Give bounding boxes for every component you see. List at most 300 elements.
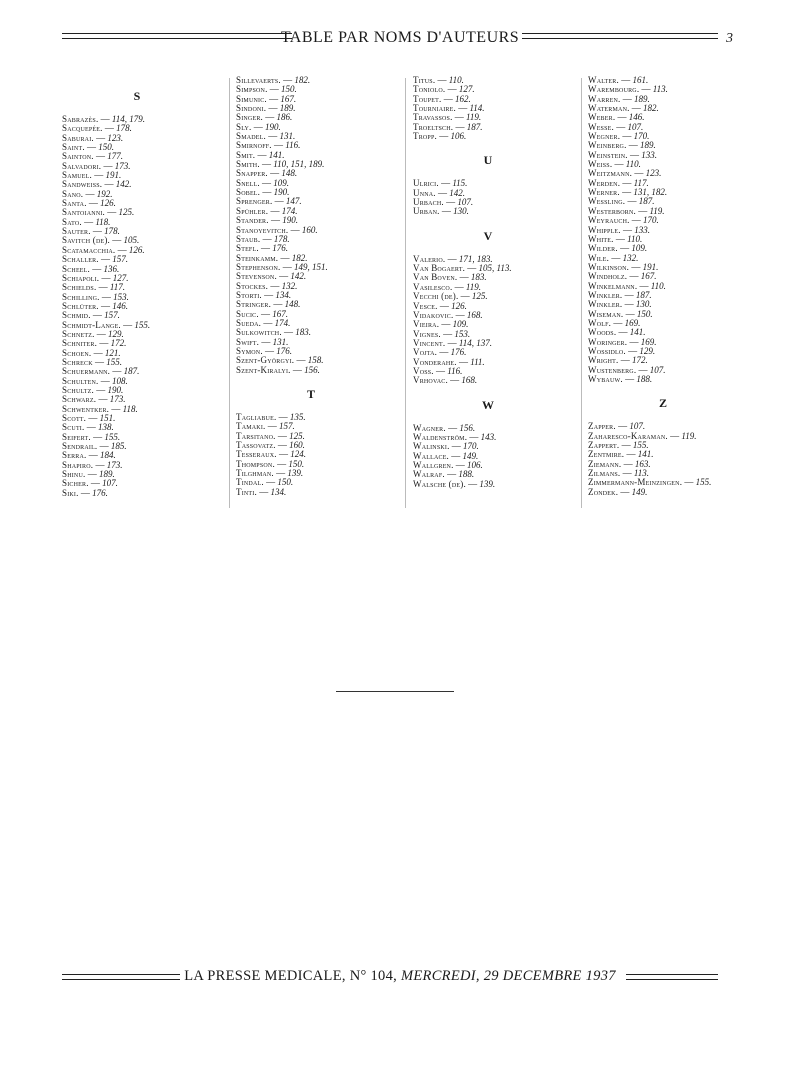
page-references: 170.: [463, 441, 479, 452]
footer: [0, 968, 800, 985]
author-name: Stockes.: [236, 280, 269, 291]
page-references: 168.: [461, 375, 478, 386]
author-name: Wybauw.: [588, 374, 623, 384]
entry-dash: —: [632, 168, 646, 179]
author-name: Schiapoli.: [62, 272, 100, 283]
index-column-1: [62, 76, 212, 498]
page-references: 147.: [285, 196, 302, 207]
entry-dash: —: [259, 159, 274, 170]
footer-journal: LA PRESSE MEDICALE, N° 104,: [184, 968, 398, 984]
author-name: Snapper.: [236, 168, 268, 179]
author-name: Schreck: [62, 356, 93, 367]
entry-dash: —: [98, 254, 113, 265]
author-name: Simpson.: [236, 84, 268, 95]
section-letter: Z: [658, 396, 667, 411]
entry-dash: —: [613, 121, 628, 132]
index-column-2: [236, 76, 386, 497]
entry-dash: —: [445, 422, 460, 433]
entry-dash: —: [268, 280, 282, 291]
index-column-4: [588, 76, 738, 497]
author-name: Smit.: [236, 149, 256, 160]
author-name: Wallgren.: [413, 459, 454, 470]
page-references: 155.: [106, 356, 122, 367]
page-references: 115.: [452, 178, 468, 189]
author-name: Urban.: [413, 206, 440, 217]
column-divider: [229, 78, 230, 508]
page-references: 119.: [649, 205, 665, 216]
author-name: Sato.: [62, 216, 82, 227]
author-name: Wolf.: [588, 317, 612, 328]
page-references: 141.: [637, 449, 654, 460]
entry-dash: —: [272, 196, 286, 207]
entry-dash: —: [115, 244, 129, 255]
page-references: 142.: [115, 179, 132, 190]
page-references: 160.: [301, 224, 318, 235]
entry-dash: —: [611, 317, 625, 328]
author-name: Tropp.: [413, 131, 437, 142]
page-references: 126.: [128, 244, 145, 255]
author-name: Tesseraux.: [236, 449, 277, 460]
author-name: Wustenberg.: [588, 364, 637, 375]
entry-dash: —: [636, 364, 650, 375]
author-entry: [236, 366, 386, 375]
entry-dash: —: [622, 374, 637, 384]
page-references: 111.: [470, 356, 485, 367]
page-references: 156.: [459, 422, 476, 433]
author-name: Vojta.: [413, 347, 438, 358]
page-references: 105.: [123, 235, 140, 246]
entry-dash: —: [275, 440, 290, 451]
page-references: 125.: [118, 207, 135, 218]
page-references: 129.: [639, 345, 656, 356]
page-references: 173.: [109, 394, 126, 405]
entry-dash: —: [629, 103, 644, 114]
author-name: Sprenger.: [236, 196, 273, 207]
page-references: 149, 151.: [293, 261, 328, 272]
entry-dash: —: [276, 449, 291, 460]
entry-dash: —: [275, 430, 290, 441]
page-references: 131.: [279, 131, 296, 142]
author-name: Schwarz.: [62, 394, 97, 405]
entry-dash: —: [457, 272, 471, 283]
entry-dash: —: [443, 197, 458, 208]
entry-dash: —: [260, 233, 274, 244]
author-name: Walter.: [588, 75, 619, 85]
author-name: Wegner.: [588, 131, 621, 142]
author-name: Smadel.: [236, 131, 266, 142]
page-references: 131.: [272, 336, 289, 347]
entry-dash: —: [120, 319, 135, 330]
page-references: 171, 183.: [458, 253, 493, 264]
author-name: Travassos.: [413, 112, 453, 123]
page-references: 192.: [96, 188, 113, 199]
page-references: 135.: [289, 412, 306, 422]
page-references: 161.: [632, 75, 649, 85]
page-references: 121.: [104, 347, 121, 358]
author-name: Vonderahe.: [413, 356, 457, 367]
author-name: Sulkowitch.: [236, 327, 282, 338]
author-name: Vincent.: [413, 337, 446, 348]
page-references: 160.: [289, 440, 305, 451]
author-name: Thompson.: [236, 458, 275, 469]
page-references: 110.: [627, 233, 643, 244]
author-name: Schnetz.: [62, 328, 95, 339]
page-references: 155.: [134, 319, 151, 330]
page-references: 129.: [108, 328, 124, 339]
page-references: 123.: [107, 132, 124, 143]
section-letter: S: [133, 89, 141, 103]
entry-dash: —: [267, 168, 282, 179]
author-name: Santa.: [62, 198, 87, 209]
page-references: 188.: [636, 374, 653, 384]
page-references: 188.: [458, 469, 475, 480]
entry-dash: —: [437, 300, 452, 311]
entry-dash: —: [90, 226, 105, 237]
author-name: Sandweiss.: [62, 179, 103, 190]
page-references: 191.: [105, 170, 122, 181]
entry-dash: —: [96, 394, 110, 405]
entry-dash: —: [84, 142, 99, 153]
page-references: 183.: [295, 327, 312, 338]
page-references: 132.: [281, 280, 298, 291]
author-name: Werden.: [588, 177, 621, 188]
page-references: 107.: [457, 197, 474, 208]
page-references: 105, 113.: [478, 263, 512, 274]
page-references: 114.: [469, 103, 485, 114]
page-references: 110.: [625, 159, 641, 170]
page-references: 109.: [631, 243, 648, 254]
entry-dash: —: [445, 84, 459, 95]
page-references: 184.: [99, 450, 116, 461]
author-name: Sendrail.: [62, 441, 98, 452]
page-references: 157.: [278, 421, 295, 432]
author-name: Toupet.: [413, 93, 442, 104]
entry-dash: —: [447, 375, 462, 386]
page-references: 183.: [470, 272, 487, 283]
end-rule: [336, 691, 454, 692]
index-column-3: [413, 76, 563, 489]
author-name: Vignes.: [413, 328, 441, 339]
page-references: 177.: [107, 151, 123, 162]
author-name: Weinstein.: [588, 149, 628, 160]
author-name: Warren.: [588, 93, 621, 104]
entry-dash: —: [436, 131, 451, 142]
entry-dash: —: [458, 291, 472, 302]
author-name: Serra.: [62, 450, 87, 461]
author-name: Sano.: [62, 188, 84, 199]
entry-dash: —: [465, 263, 479, 274]
page-references: 119.: [466, 112, 482, 123]
page-references: 187.: [123, 366, 140, 377]
entry-dash: —: [627, 271, 641, 282]
page-references: 187.: [638, 196, 655, 207]
page-references: 155.: [632, 440, 649, 451]
author-name: Weyrauch.: [588, 215, 630, 226]
page-references: 176.: [92, 487, 108, 498]
entry-dash: —: [86, 198, 101, 209]
page-references: 113.: [652, 84, 668, 95]
page-references: 139.: [287, 468, 304, 479]
page-references: 127.: [112, 272, 129, 283]
entry-dash: —: [620, 93, 634, 104]
entry-dash: —: [618, 486, 632, 497]
page-references: 132.: [622, 252, 639, 263]
entry-dash: —: [294, 355, 308, 366]
author-name: Valerio.: [413, 253, 446, 264]
author-name: Vrhovac.: [413, 375, 448, 386]
page-references: 189.: [633, 93, 650, 104]
entry-dash: —: [93, 151, 108, 162]
entry-dash: —: [682, 477, 696, 488]
entry-dash: —: [84, 422, 98, 433]
author-name: Woods.: [588, 327, 617, 338]
entry-dash: —: [261, 289, 276, 300]
page-references: 136.: [103, 263, 120, 274]
author-name: Salvadori.: [62, 160, 102, 171]
author-name: Stanoyevitch.: [236, 224, 289, 235]
entry-dash: —: [635, 205, 650, 216]
entry-dash: —: [625, 345, 640, 356]
author-name: Vidakovic.: [413, 309, 454, 320]
entry-dash: —: [280, 261, 294, 272]
section-letter: T: [306, 387, 315, 401]
author-name: Van Boven.: [413, 272, 458, 283]
author-name: Schoen.: [62, 347, 92, 358]
section-letter: V: [483, 228, 493, 243]
entry-dash: —: [452, 281, 466, 292]
entry-dash: —: [271, 299, 285, 310]
entry-dash: —: [78, 487, 93, 498]
author-name: Wile.: [588, 252, 610, 263]
entry-dash: —: [93, 384, 108, 395]
author-name: Warembourg.: [588, 84, 640, 95]
page-references: 118.: [122, 403, 138, 414]
entry-dash: —: [94, 328, 109, 339]
author-name: Schulten.: [62, 375, 99, 386]
author-name: Savitch (de).: [62, 235, 110, 246]
page-references: 126.: [100, 198, 116, 209]
entry-dash: —: [626, 140, 641, 151]
entry-dash: —: [620, 131, 634, 142]
author-name: Snell.: [236, 177, 260, 188]
author-name: Zaharesco-Karaman.: [588, 430, 668, 441]
page-references: 107.: [629, 421, 646, 432]
entry-dash: —: [440, 328, 455, 339]
author-name: Sucic.: [236, 308, 259, 319]
author-name: Wiseman.: [588, 308, 624, 319]
page-references: 134.: [270, 486, 287, 497]
author-name: Walinski.: [413, 441, 450, 452]
author-name: Swift.: [236, 336, 260, 347]
entry-dash: —: [620, 177, 634, 188]
page-references: 172.: [631, 355, 648, 366]
author-name: Sauter.: [62, 226, 91, 237]
author-name: Van Bogaert.: [413, 263, 466, 274]
entry-dash: —: [271, 140, 286, 151]
author-name: Westerborn.: [588, 205, 636, 216]
entry-dash: —: [276, 271, 291, 282]
page-references: 110.: [448, 75, 464, 85]
page-references: 150.: [288, 458, 305, 469]
page-references: 176.: [276, 345, 293, 356]
page-references: 142.: [449, 187, 465, 198]
author-name: Wilkinson.: [588, 261, 630, 272]
page-references: 155.: [695, 477, 712, 488]
entry-dash: —: [262, 345, 277, 356]
author-name: Unna.: [413, 187, 436, 198]
author-name: Vesce.: [413, 300, 438, 311]
author-name: Szent-Kiralyi.: [236, 364, 291, 375]
page-references: 133.: [641, 149, 657, 160]
author-name: Vasilesco.: [413, 281, 453, 292]
entry-dash: —: [98, 114, 112, 124]
page-references: 169.: [640, 336, 657, 347]
author-name: Schlüter.: [62, 300, 99, 311]
page-references: 170.: [633, 131, 650, 142]
entry-dash: —: [621, 458, 635, 469]
author-name: Sindoni.: [236, 103, 267, 114]
entry-dash: —: [268, 215, 283, 226]
entry-dash: —: [625, 196, 639, 207]
entry-dash: —: [437, 347, 451, 358]
page-references: 172.: [110, 338, 127, 349]
author-name: Scuti.: [62, 422, 85, 433]
page-references: 186.: [276, 112, 293, 123]
entry-dash: —: [637, 280, 651, 291]
author-name: Singer.: [236, 112, 263, 123]
author-name: Woringer.: [588, 336, 628, 347]
entry-dash: —: [288, 224, 302, 235]
entry-dash: —: [110, 235, 124, 246]
entry-dash: —: [259, 177, 274, 188]
page-references: 134.: [275, 289, 292, 300]
page-references: 174.: [274, 317, 291, 328]
page-references: 189.: [98, 469, 115, 480]
page-references: 107.: [649, 364, 666, 375]
page-references: 153.: [454, 328, 471, 339]
entry-dash: —: [627, 336, 641, 347]
author-name: Stefl.: [236, 243, 259, 254]
page-references: 117.: [109, 282, 125, 293]
entry-dash: —: [258, 243, 273, 254]
author-name: Storti.: [236, 289, 262, 300]
page-references: 187.: [635, 289, 652, 300]
entry-dash: —: [259, 336, 273, 347]
author-name: Tinti.: [236, 486, 257, 497]
author-name: Wright.: [588, 355, 619, 366]
author-name: Walraf.: [413, 469, 445, 480]
author-name: Waldenström.: [413, 431, 468, 442]
author-name: Winkelmann.: [588, 280, 638, 291]
page-references: 153.: [113, 291, 129, 302]
author-name: Saburai.: [62, 132, 94, 143]
author-entry: [588, 375, 738, 384]
page-references: 146.: [628, 112, 645, 123]
page-references: 127.: [458, 84, 475, 95]
entry-dash: —: [453, 309, 467, 320]
author-entry: [413, 376, 563, 385]
author-name: Schmidt-Lange.: [62, 319, 121, 330]
entry-dash: —: [281, 327, 296, 338]
page-references: 118.: [95, 216, 111, 227]
page-references: 185.: [110, 441, 127, 452]
entry-dash: —: [263, 112, 277, 123]
entry-dash: —: [618, 75, 633, 85]
author-name: Stevenson.: [236, 271, 277, 282]
author-name: Sueda.: [236, 317, 262, 328]
page-references: 158.: [307, 355, 324, 366]
page-references: 116.: [447, 365, 463, 376]
author-name: Schniter.: [62, 338, 98, 349]
author-name: Whipple.: [588, 224, 621, 235]
entry-dash: —: [444, 469, 459, 480]
entry-dash: —: [639, 84, 653, 95]
entry-dash: —: [455, 103, 470, 114]
author-name: Weinberg.: [588, 140, 627, 151]
page-number: 3: [726, 31, 733, 46]
page-references: 119.: [465, 281, 482, 292]
entry-dash: —: [105, 207, 119, 218]
entry-dash: —: [260, 187, 274, 198]
page-references: 133.: [634, 224, 650, 235]
author-name: Walsche (de).: [413, 478, 466, 489]
page-references: 182.: [291, 252, 308, 263]
entry-dash: —: [93, 132, 108, 143]
page-references: 131, 182.: [633, 187, 668, 198]
author-name: Tilghman.: [236, 468, 274, 479]
author-name: Wallace.: [413, 450, 450, 461]
page-references: 149.: [462, 450, 479, 461]
author-name: Staub.: [236, 233, 261, 244]
author-name: Sainton.: [62, 151, 94, 162]
page-references: 125.: [471, 291, 488, 302]
entry-dash: —: [88, 478, 103, 489]
author-name: Schields.: [62, 282, 97, 293]
entry-dash: —: [276, 412, 290, 422]
author-name: Simunic.: [236, 93, 267, 104]
entry-dash: —: [439, 206, 454, 217]
page-references: 150.: [98, 142, 115, 153]
entry-dash: —: [615, 112, 629, 123]
author-name: Windholz.: [588, 271, 628, 282]
entry-dash: —: [90, 263, 104, 274]
page-references: 163.: [634, 458, 651, 469]
author-name: Wilder.: [588, 243, 618, 254]
entry-dash: —: [613, 233, 628, 244]
page-references: 150.: [281, 84, 297, 95]
author-name: Siki.: [62, 487, 79, 498]
entry-dash: —: [110, 366, 124, 377]
author-name: Sacquepée.: [62, 123, 103, 134]
author-name: Tindal.: [236, 477, 264, 488]
author-name: Sabrazès.: [62, 114, 99, 124]
page-references: 190.: [264, 121, 281, 132]
page-references: 139.: [479, 478, 496, 489]
page-references: 146.: [112, 300, 128, 311]
author-name: Schuermann.: [62, 366, 111, 377]
entry-dash: —: [615, 421, 630, 432]
column-divider: [581, 78, 582, 508]
author-name: Weiss.: [588, 159, 613, 170]
author-name: Seifert.: [62, 431, 91, 442]
page-references: 162.: [454, 93, 471, 104]
author-entry: [62, 489, 212, 498]
entry-dash: —: [101, 160, 115, 171]
page-references: 190.: [273, 187, 290, 198]
author-name: Symon.: [236, 345, 263, 356]
author-name: Stephenson.: [236, 261, 281, 272]
author-name: Schwentker.: [62, 403, 110, 414]
